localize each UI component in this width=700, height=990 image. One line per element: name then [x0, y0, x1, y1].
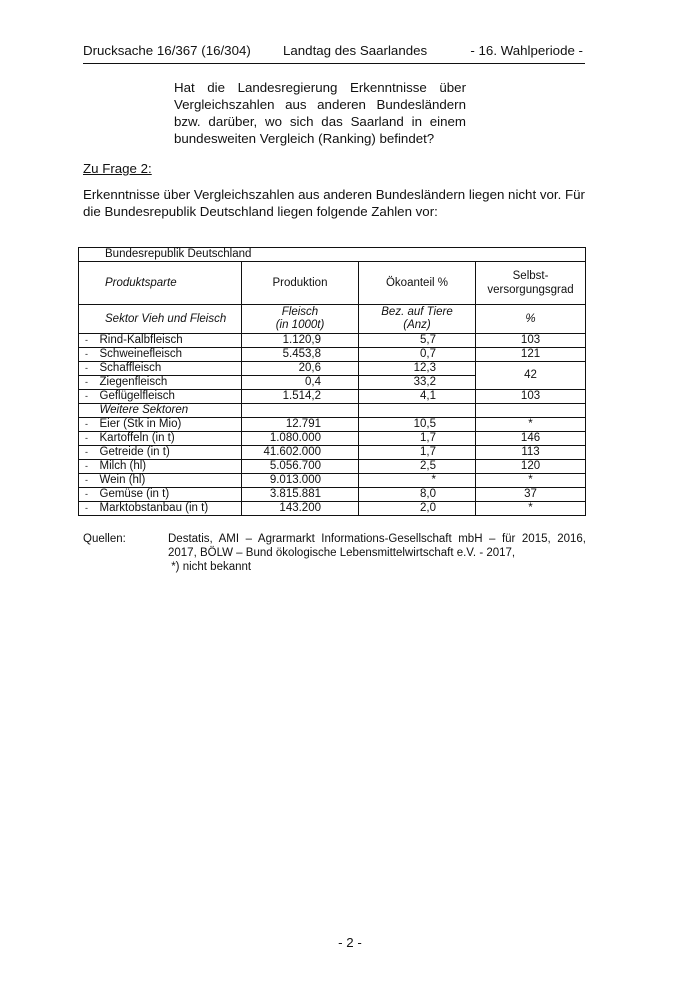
header-document-number: Drucksache 16/367 (16/304): [83, 43, 251, 58]
section-row-weitere: [79, 404, 586, 418]
row-dash-empty: [79, 404, 100, 418]
subheader-sektor: Sektor Vieh und Fleisch: [79, 305, 242, 334]
row-name: Ziegenfleisch: [100, 376, 242, 390]
row-selbstversorgung: 113: [476, 446, 586, 460]
header-produktion: Produktion: [242, 262, 359, 305]
row-dash: -: [79, 348, 100, 362]
table-header-row: [79, 262, 586, 305]
table-row: [79, 502, 586, 516]
row-dash: -: [79, 376, 100, 390]
row-name: Getreide (in t): [100, 446, 242, 460]
row-selbstversorgung: *: [476, 474, 586, 488]
subheader-fleisch: [242, 305, 359, 334]
row-oekoanteil: 1,7: [359, 446, 476, 460]
row-dash: -: [79, 474, 100, 488]
row-produktion: 12.791: [242, 418, 359, 432]
row-produktion: 5.453,8: [242, 348, 359, 362]
sources-text: [168, 532, 586, 574]
row-produktion: 3.815.881: [242, 488, 359, 502]
row-selbstversorgung: 120: [476, 460, 586, 474]
row-oekoanteil: 10,5: [359, 418, 476, 432]
table-row: [79, 474, 586, 488]
row-produktion: 1.080.000: [242, 432, 359, 446]
header-selbstversorgungsgrad: [476, 262, 586, 305]
row-selbstversorgung-merged: 42: [476, 362, 586, 390]
row-dash: -: [79, 432, 100, 446]
row-dash: -: [79, 362, 100, 376]
sources-block: [83, 532, 585, 577]
header-selbst-line2: versorgungsgrad: [487, 284, 574, 296]
row-name: Gemüse (in t): [100, 488, 242, 502]
row-name: Rind-Kalbfleisch: [100, 334, 242, 348]
row-oekoanteil: 2,0: [359, 502, 476, 516]
table-row: [79, 432, 586, 446]
row-produktion: 5.056.700: [242, 460, 359, 474]
row-name: Marktobstanbau (in t): [100, 502, 242, 516]
subheader-fleisch-line2: (in 1000t): [275, 319, 325, 331]
subheader-bezug-line2: (Anz): [403, 319, 431, 331]
row-produktion: 20,6: [242, 362, 359, 376]
subheader-bezug-line1: Bez. auf Tiere: [381, 306, 453, 318]
question-text: Hat die Landesregierung Erkenntnisse über Vergleichszahlen aus anderen Bundesländern bzw. darüber, wo sich das Saarland in einem bundesweiten Vergleich (Ranking) befindet?: [174, 80, 466, 146]
subheader-bezug: [359, 305, 476, 334]
row-produktion: 1.120,9: [242, 334, 359, 348]
row-selbstversorgung: 103: [476, 390, 586, 404]
row-name: Wein (hl): [100, 474, 242, 488]
row-oekoanteil: 12,3: [359, 362, 476, 376]
table-title: Bundesrepublik Deutschland: [79, 248, 586, 262]
table-row: [79, 348, 586, 362]
sources-line1: Destatis, AMI – Agrarmarkt Informations-Gesellschaft mbH – für 2015, 2016, 2017, BÖLW – Bund ökologische Lebensmittelwirtschaft e.V. - 2017,: [168, 533, 586, 559]
table-row: [79, 390, 586, 404]
row-oekoanteil: 0,7: [359, 348, 476, 362]
row-selbstversorgung: 121: [476, 348, 586, 362]
table-subheader-row: [79, 305, 586, 334]
page-header: [83, 41, 585, 64]
empty-cell: [359, 404, 476, 418]
sources-label: Quellen:: [83, 533, 126, 545]
table-title-row: [79, 248, 586, 262]
row-dash: -: [79, 488, 100, 502]
row-name: Schaffleisch: [100, 362, 242, 376]
row-produktion: 143.200: [242, 502, 359, 516]
row-name: Eier (Stk in Mio): [100, 418, 242, 432]
row-oekoanteil: *: [359, 474, 476, 488]
row-produktion: 0,4: [242, 376, 359, 390]
answer-subheading: Zu Frage 2:: [83, 161, 152, 176]
row-name: Geflügelfleisch: [100, 390, 242, 404]
table-row: [79, 334, 586, 348]
header-parliament: Landtag des Saarlandes: [283, 43, 428, 58]
row-name: Schweinefleisch: [100, 348, 242, 362]
header-selbst-line1: Selbst-: [512, 270, 549, 282]
row-selbstversorgung: *: [476, 418, 586, 432]
row-dash: -: [79, 418, 100, 432]
table-row: [79, 362, 586, 376]
table-row: [79, 418, 586, 432]
empty-cell: [476, 404, 586, 418]
header-legislative-period: - 16. Wahlperiode -: [470, 43, 583, 58]
table-row: [79, 446, 586, 460]
row-name: Milch (hl): [100, 460, 242, 474]
row-produktion: 9.013.000: [242, 474, 359, 488]
intro-paragraph: Erkenntnisse über Vergleichszahlen aus anderen Bundesländern liegen nicht vor. Für die Bundesrepublik Deutschland liegen folgende Zahlen vor:: [83, 187, 585, 219]
subheader-percent: %: [476, 305, 586, 334]
table-row: [79, 460, 586, 474]
row-dash: -: [79, 390, 100, 404]
header-produktsparte: Produktsparte: [79, 262, 242, 305]
sources-footnote: *) nicht bekannt: [168, 561, 252, 573]
section-label: Weitere Sektoren: [100, 404, 242, 418]
production-table: [78, 247, 586, 516]
row-selbstversorgung: *: [476, 502, 586, 516]
row-produktion: 1.514,2: [242, 390, 359, 404]
row-oekoanteil: 33,2: [359, 376, 476, 390]
row-selbstversorgung: 37: [476, 488, 586, 502]
row-selbstversorgung: 103: [476, 334, 586, 348]
row-dash: -: [79, 460, 100, 474]
row-dash: -: [79, 446, 100, 460]
row-dash: -: [79, 334, 100, 348]
row-oekoanteil: 5,7: [359, 334, 476, 348]
page-number: - 2 -: [338, 935, 362, 950]
row-oekoanteil: 8,0: [359, 488, 476, 502]
table-row: [79, 488, 586, 502]
row-produktion: 41.602.000: [242, 446, 359, 460]
row-oekoanteil: 1,7: [359, 432, 476, 446]
empty-cell: [242, 404, 359, 418]
subheader-fleisch-line1: Fleisch: [281, 306, 319, 318]
row-oekoanteil: 2,5: [359, 460, 476, 474]
row-name: Kartoffeln (in t): [100, 432, 242, 446]
row-dash: -: [79, 502, 100, 516]
header-oekoanteil: Ökoanteil %: [359, 262, 476, 305]
row-selbstversorgung: 146: [476, 432, 586, 446]
row-oekoanteil: 4,1: [359, 390, 476, 404]
